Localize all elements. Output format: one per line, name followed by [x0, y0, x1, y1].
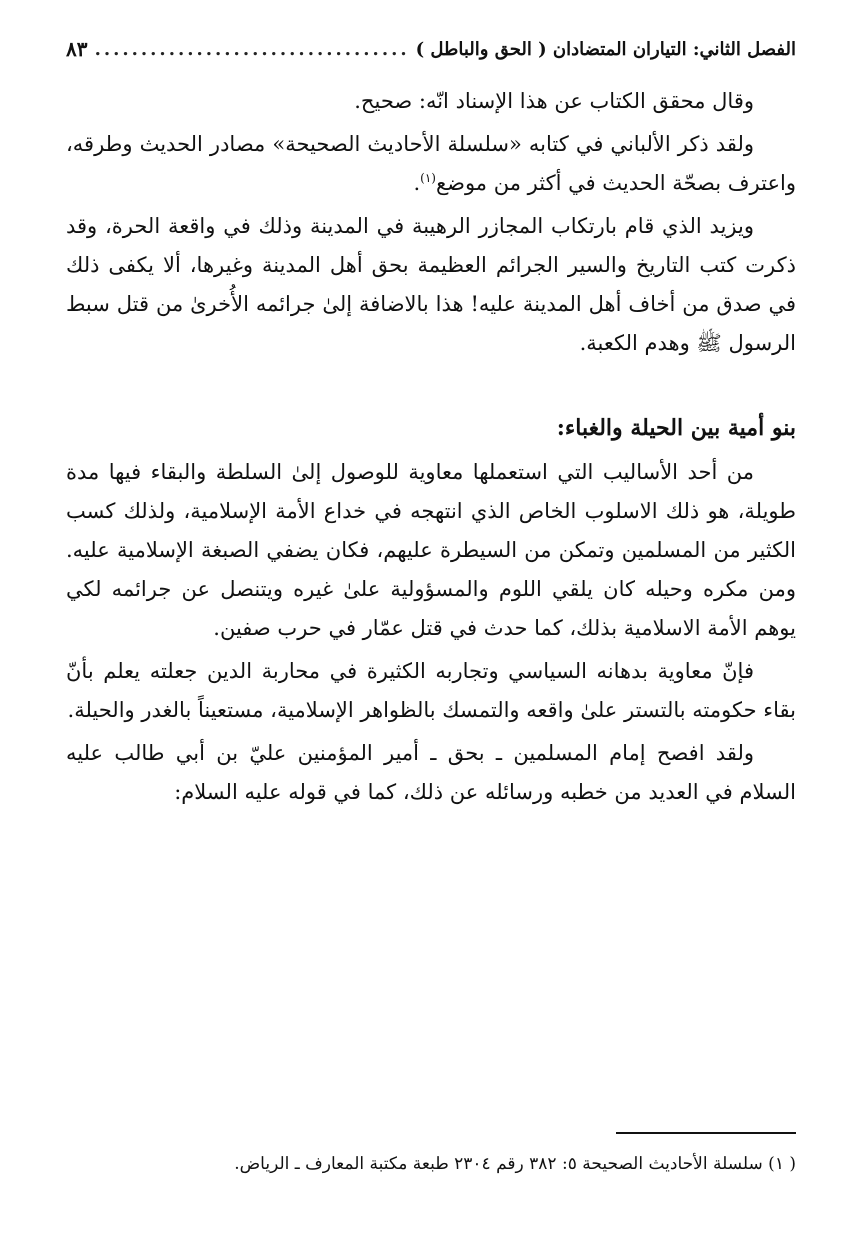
footnote-divider [616, 1132, 796, 1134]
footnote-marker: (١) [420, 171, 436, 185]
paragraph-text: ويزيد الذي قام بارتكاب المجازر الرهيبة في المدينة وذلك في واقعة الحرة، وقد ذكرت كتب التاريخ والسير الجرائم العظيمة بحق أهل المدينة وغيرها، ألا يكفى ذلك في صدق من أخاف أهل المدينة عليه! هذا بالاضافة إلىٰ جرائمه الأُخرىٰ من قتل سبط الرسول ﷺ وهدم الكعبة. [66, 214, 796, 355]
footnote-text: ( ١) سلسلة الأحاديث الصحيحة ٥: ٣٨٢ رقم ٢٣٠٤ طبعة مكتبة المعارف ـ الرياض. [234, 1154, 796, 1174]
main-text [66, 82, 796, 816]
paragraph [66, 453, 796, 648]
paragraph [66, 207, 796, 363]
paragraph-text: من أحد الأساليب التي استعملها معاوية للوصول إلىٰ السلطة والبقاء فيها مدة طويلة، هو ذلك الاسلوب الخاص الذي انتهجه في خداع الأمة الإسلامية، ولذلك كسب الكثير من المسلمين وتمكن من السيطرة عليهم، فكان يضفي الصبغة الإسلامية عليه. ومن مكره وحيله كان يلقي اللوم والمسؤولية علىٰ غيره ويتنصل عن جرائمه لكي يوهم الأمة الاسلامية بذلك، كما حدث في قتل عمّار في حرب صفين. [66, 460, 796, 640]
paragraph-text: ولقد افصح إمام المسلمين ـ بحق ـ أمير المؤمنين عليّ بن أبي طالب عليه السلام في العديد من خطبه ورسائله عن ذلك، كما في قوله عليه السلام: [66, 741, 796, 804]
paragraph [66, 125, 796, 203]
page-number: ٨٣ [66, 37, 88, 61]
footnote [66, 1150, 796, 1178]
chapter-title: الفصل الثاني: التياران المتضادان ( الحق والباطل ) [415, 38, 796, 60]
dot-leader: .................................. [94, 38, 410, 60]
paragraph [66, 82, 796, 121]
section-heading [66, 407, 796, 449]
paragraph-text: وقال محقق الكتاب عن هذا الإسناد انّه: صحيح. [354, 89, 754, 113]
paragraph [66, 734, 796, 812]
paragraph-text: فإنّ معاوية بدهانه السياسي وتجاربه الكثيرة في محاربة الدين جعلته يعلم بأنّ بقاء حكومته بالتستر علىٰ واقعه والتمسك بالظواهر الإسلامية، مستعيناً بالغدر والحيلة. [66, 659, 796, 722]
paragraph-text: ولقد ذكر الألباني في كتابه «سلسلة الأحاديث الصحيحة» مصادر الحديث وطرقه، واعترف بصحّة الحديث في أكثر من موضع [66, 132, 796, 195]
running-header [66, 34, 796, 64]
section-heading-text: بنو أمية بين الحيلة والغباء: [556, 415, 796, 441]
paragraph [66, 652, 796, 730]
paragraph-end: . [413, 171, 421, 195]
